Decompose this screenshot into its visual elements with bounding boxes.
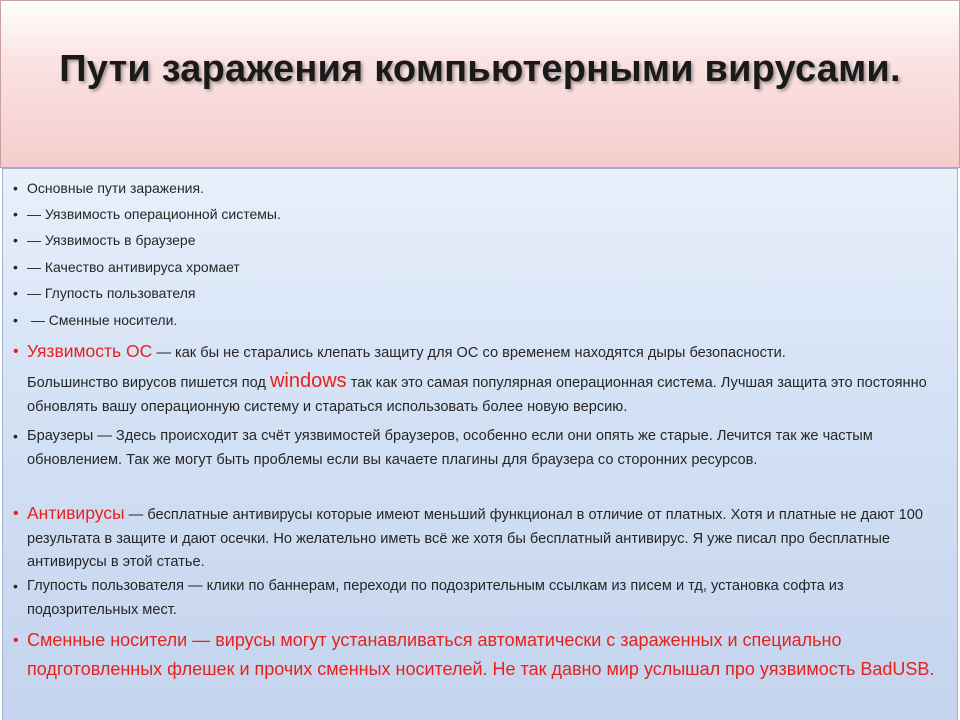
- bullet-icon: •: [13, 428, 18, 444]
- list-item-text: Браузеры — Здесь происходит за счёт уязвимостей браузеров, особенно если они опять же старые. Лечится так же частым обновлением. Так же могут быть проблемы если вы качаете плагины для браузера со сторонних ресурсов.: [27, 428, 873, 468]
- list-item: [13, 280, 943, 307]
- antivirus-text: — бесплатные антивирусы которые имеют меньший функционал в отличие от платных. Хотя и платные не дают 100 результата в защите и дают осечки. Но желательно иметь всё же хотя бы бесплатный антивирус. Я уже писал про бесплатные антивирусы в этой статье.: [27, 507, 924, 570]
- list-item-text: Сменные носители — вирусы могут устанавливаться автоматически с зараженных и специально подготовленных флешек и прочих сменных носителей. Не так давно мир услышал про уязвимость BadUSB.: [27, 630, 935, 679]
- bullet-icon: •: [13, 632, 19, 649]
- list-item-text: — Уязвимость операционной системы.: [27, 206, 281, 222]
- os-vulnerability-text: — как бы не старались клепать защиту для ОС со временем находятся дыры безопасности.: [152, 345, 786, 361]
- content-placeholder: [2, 168, 958, 720]
- os-vulnerability-label: Уязвимость ОС: [27, 341, 153, 361]
- windows-highlight: windows: [269, 370, 347, 392]
- list-item-text: — Уязвимость в браузере: [27, 232, 196, 248]
- bullet-icon: •: [13, 312, 18, 328]
- list-item-os-vulnerability: [13, 340, 943, 366]
- windows-paragraph-text: [27, 370, 943, 419]
- bullet-icon: •: [13, 578, 18, 594]
- list-item-browsers: [13, 425, 943, 472]
- windows-paragraph-after: так как это самая популярная операционная система. Лучшая защита это постоянно обновлять вашу операционную систему и стараться использовать более новую версию.: [27, 375, 927, 415]
- list-item-text: [27, 340, 943, 366]
- bullet-icon: •: [13, 285, 18, 301]
- antivirus-label: Антивирусы: [27, 503, 125, 523]
- list-item: [13, 254, 943, 281]
- list-item: [13, 307, 943, 334]
- list-item-antivirus: [13, 502, 943, 575]
- list-item-removable-media: [13, 626, 943, 684]
- list-item-user-stupidity: [13, 575, 943, 622]
- list-item-text: [27, 502, 943, 575]
- title-placeholder: [0, 0, 960, 168]
- windows-paragraph-before: Большинство вирусов пишется под: [27, 375, 270, 391]
- bullet-icon: •: [13, 180, 18, 196]
- list-item: [13, 227, 943, 254]
- list-item-text: — Качество антивируса хромает: [27, 259, 240, 275]
- windows-paragraph: [13, 370, 943, 419]
- list-item-text: Глупость пользователя — клики по баннерам, переходи по подозрительным ссылкам из писем и тд, установка софта из подозрительных мест.: [27, 578, 844, 618]
- bullet-icon: •: [13, 505, 19, 522]
- list-item-text: — Сменные носители.: [27, 312, 178, 328]
- bullet-icon: •: [13, 259, 18, 275]
- list-item-text: — Глупость пользователя: [27, 285, 196, 301]
- list-item-text: Основные пути заражения.: [27, 180, 204, 196]
- slide-title: Пути заражения компьютерными вирусами.: [59, 47, 901, 90]
- list-item: [13, 201, 943, 228]
- list-item: [13, 175, 943, 202]
- bullet-icon: •: [13, 206, 18, 222]
- bullet-icon: •: [13, 232, 18, 248]
- bullet-icon: •: [13, 343, 19, 360]
